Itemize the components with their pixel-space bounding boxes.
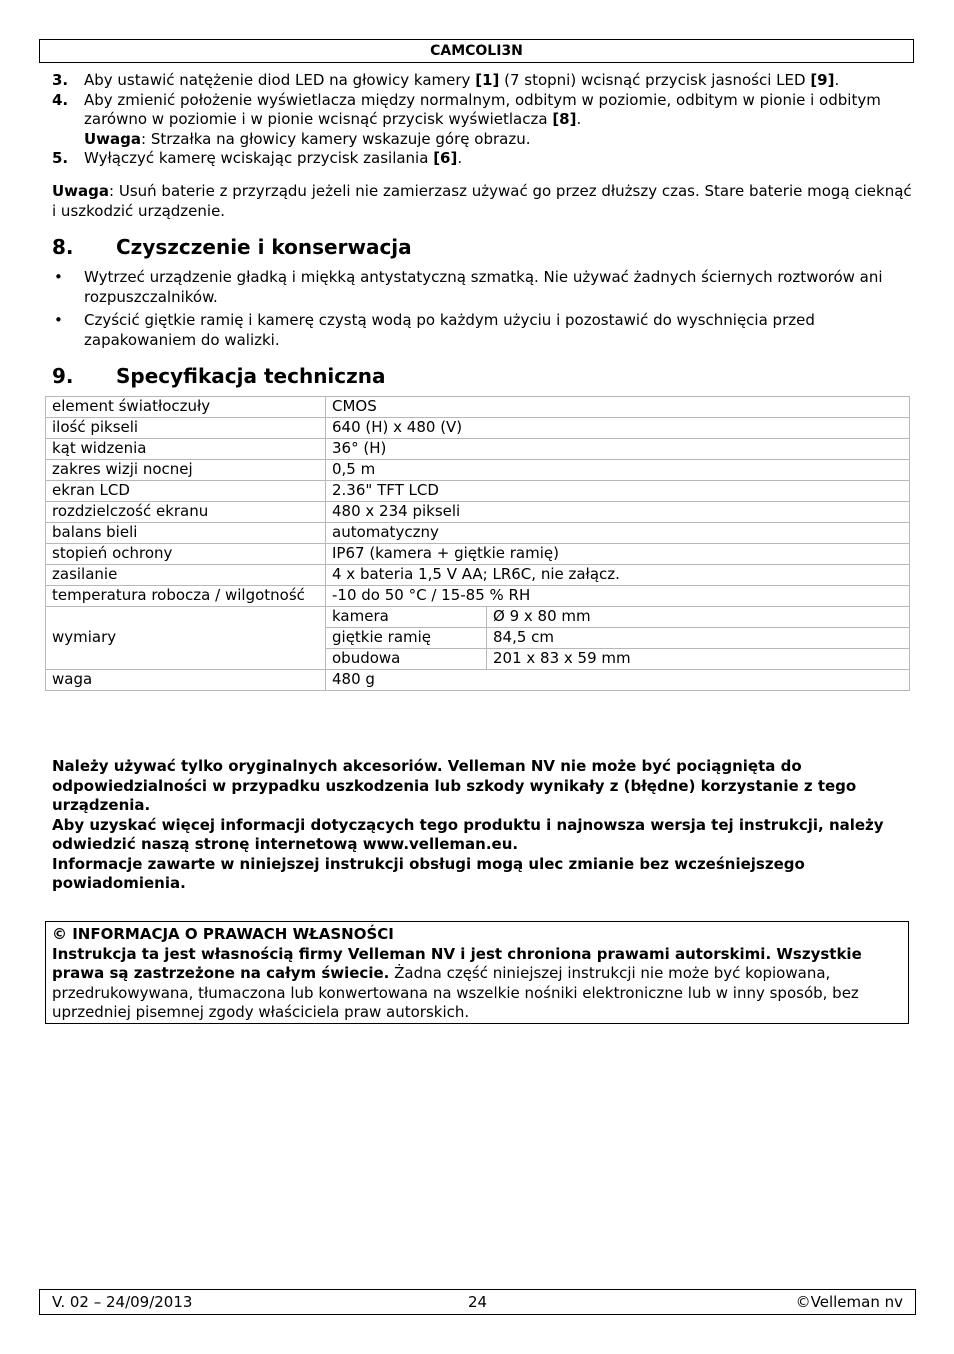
copyright-bold-text: Instrukcja ta jest własnością firmy Velleman NV i jest chroniona prawami autorskimi. Wszystkie prawa są zastrzeżone na całym świecie. bbox=[52, 944, 862, 982]
version-date: V. 02 – 24/09/2013 bbox=[52, 1293, 193, 1311]
bullet-item bbox=[52, 311, 912, 350]
document-title: CAMCOLI3N bbox=[430, 43, 523, 59]
step-bold-text: Uwaga bbox=[84, 129, 142, 148]
cleaning-bullets bbox=[52, 268, 912, 354]
bullet-text: Czyścić giętkie ramię i kamerę czystą wodą po każdym użyciu i pozostawić do wyschnięcia przed zapakowaniem do walizki. bbox=[84, 311, 815, 349]
spec-label: temperatura robocza / wilgotność bbox=[46, 586, 326, 607]
spec-label: waga bbox=[46, 670, 326, 691]
spec-row bbox=[46, 565, 910, 586]
spec-value: IP67 (kamera + giętkie ramię) bbox=[326, 544, 910, 565]
dimension-name: giętkie ramię bbox=[326, 628, 487, 649]
section-8-heading bbox=[52, 235, 412, 259]
disclaimer-paragraph: Aby uzyskać więcej informacji dotyczących tego produktu i najnowsza wersja tej instrukcji, należy odwiedzić naszą stronę internetową www.velleman.eu. bbox=[52, 815, 884, 853]
disclaimer-paragraph: Informacje zawarte w niniejszej instrukcji obsługi mogą ulec zmianie bez wcześniejszego powiadomienia. bbox=[52, 854, 805, 892]
spec-row bbox=[46, 502, 910, 523]
spec-label: ekran LCD bbox=[46, 481, 326, 502]
bullet-item bbox=[52, 268, 912, 307]
step-text: . bbox=[457, 149, 463, 167]
spec-value: 2.36" TFT LCD bbox=[326, 481, 910, 502]
spec-row bbox=[46, 397, 910, 418]
step-item bbox=[52, 71, 912, 91]
dimension-value: 84,5 cm bbox=[487, 628, 910, 649]
spec-table bbox=[45, 396, 910, 691]
step-text: (7 stopni) wcisnąć przycisk jasności LED bbox=[499, 71, 811, 89]
dimension-value: 201 x 83 x 59 mm bbox=[487, 649, 910, 670]
step-number: 5. bbox=[52, 149, 69, 167]
battery-note bbox=[52, 182, 912, 221]
dimension-name: kamera bbox=[326, 607, 487, 628]
step-number: 3. bbox=[52, 71, 69, 89]
spec-value: 0,5 m bbox=[326, 460, 910, 481]
note-text: : Usuń baterie z przyrządu jeżeli nie zamierzasz używać go przez dłuższy czas. Stare baterie mogą cieknąć i uszkodzić urządzenie. bbox=[52, 182, 912, 220]
spec-value: -10 do 50 °C / 15-85 % RH bbox=[326, 586, 910, 607]
page-footer bbox=[39, 1289, 916, 1315]
step-bold-text: [8] bbox=[552, 110, 577, 128]
spec-label: rozdzielczość ekranu bbox=[46, 502, 326, 523]
spec-row bbox=[46, 670, 910, 691]
spec-row bbox=[46, 523, 910, 544]
disclaimer bbox=[52, 757, 912, 894]
step-bold-text: [6] bbox=[433, 149, 458, 167]
step-text: : Strzałka na głowicy kamery wskazuje górę obrazu. bbox=[141, 129, 531, 148]
spec-row bbox=[46, 439, 910, 460]
step-bold-text: [9] bbox=[810, 71, 835, 89]
steps-list bbox=[52, 71, 912, 169]
spec-label: zasilanie bbox=[46, 565, 326, 586]
step-item bbox=[52, 91, 912, 150]
spec-label: ilość pikseli bbox=[46, 418, 326, 439]
spec-row bbox=[46, 418, 910, 439]
spec-label: balans bieli bbox=[46, 523, 326, 544]
dimension-name: obudowa bbox=[326, 649, 487, 670]
spec-value: 480 g bbox=[326, 670, 910, 691]
spec-label: wymiary bbox=[46, 607, 326, 670]
step-text: Aby zmienić położenie wyświetlacza między normalnym, odbitym w poziomie, odbitym w pionie i odbitym zarówno w poziomie i w pionie wcisnąć przycisk wyświetlacza bbox=[84, 90, 881, 128]
spec-row bbox=[46, 481, 910, 502]
step-item bbox=[52, 149, 912, 169]
spec-label: element światłoczuły bbox=[46, 397, 326, 418]
step-text: . bbox=[576, 110, 582, 128]
spec-value: automatyczny bbox=[326, 523, 910, 544]
section-8-number: 8. bbox=[52, 235, 74, 259]
section-8-title: Czyszczenie i konserwacja bbox=[116, 235, 412, 259]
section-9-heading bbox=[52, 364, 386, 388]
copyright-heading: © INFORMACJA O PRAWACH WŁASNOŚCI bbox=[52, 925, 394, 943]
step-number: 4. bbox=[52, 90, 69, 109]
spec-value: 36° (H) bbox=[326, 439, 910, 460]
spec-row bbox=[46, 607, 910, 628]
section-9-number: 9. bbox=[52, 364, 74, 388]
spec-label: zakres wizji nocnej bbox=[46, 460, 326, 481]
disclaimer-paragraph: Należy używać tylko oryginalnych akcesoriów. Velleman NV nie może być pociągnięta do odpowiedzialności w przypadku uszkodzenia lub szkody wynikały z (błędne) korzystanie z tego urządzenia. bbox=[52, 757, 857, 814]
brand-copyright: ©Velleman nv bbox=[795, 1293, 903, 1311]
step-text: Aby ustawić natężenie diod LED na głowicy kamery bbox=[84, 71, 476, 89]
bullet-text: Wytrzeć urządzenie gładką i miękką antystatyczną szmatką. Nie używać żadnych ściernych roztworów ani rozpuszczalników. bbox=[84, 268, 883, 306]
step-text: Wyłączyć kamerę wciskając przycisk zasilania bbox=[84, 149, 434, 167]
dimension-value: Ø 9 x 80 mm bbox=[487, 607, 910, 628]
step-bold-text: [1] bbox=[475, 71, 500, 89]
bullet-dot: • bbox=[54, 311, 63, 329]
bullet-dot: • bbox=[54, 268, 63, 286]
spec-value: 4 x bateria 1,5 V AA; LR6C, nie załącz. bbox=[326, 565, 910, 586]
note-label: Uwaga bbox=[52, 182, 110, 200]
section-9-title: Specyfikacja techniczna bbox=[116, 364, 386, 388]
spec-value: 480 x 234 pikseli bbox=[326, 502, 910, 523]
spec-row bbox=[46, 586, 910, 607]
page-number: 24 bbox=[467, 1293, 488, 1311]
spec-label: kąt widzenia bbox=[46, 439, 326, 460]
spec-value: CMOS bbox=[326, 397, 910, 418]
page-header bbox=[39, 39, 914, 63]
copyright-text: Żadna część niniejszej instrukcji nie może być kopiowana, przedrukowywana, tłumaczona lub konwertowana na wszelkie nośniki elektroniczne lub w inny sposób, bez uprzedniej pisemnej zgody właściciela praw autorskich. bbox=[52, 964, 859, 1021]
spec-row bbox=[46, 544, 910, 565]
copyright-box bbox=[45, 921, 909, 1024]
spec-value: 640 (H) x 480 (V) bbox=[326, 418, 910, 439]
step-text: . bbox=[834, 71, 840, 89]
spec-row bbox=[46, 460, 910, 481]
spec-label: stopień ochrony bbox=[46, 544, 326, 565]
